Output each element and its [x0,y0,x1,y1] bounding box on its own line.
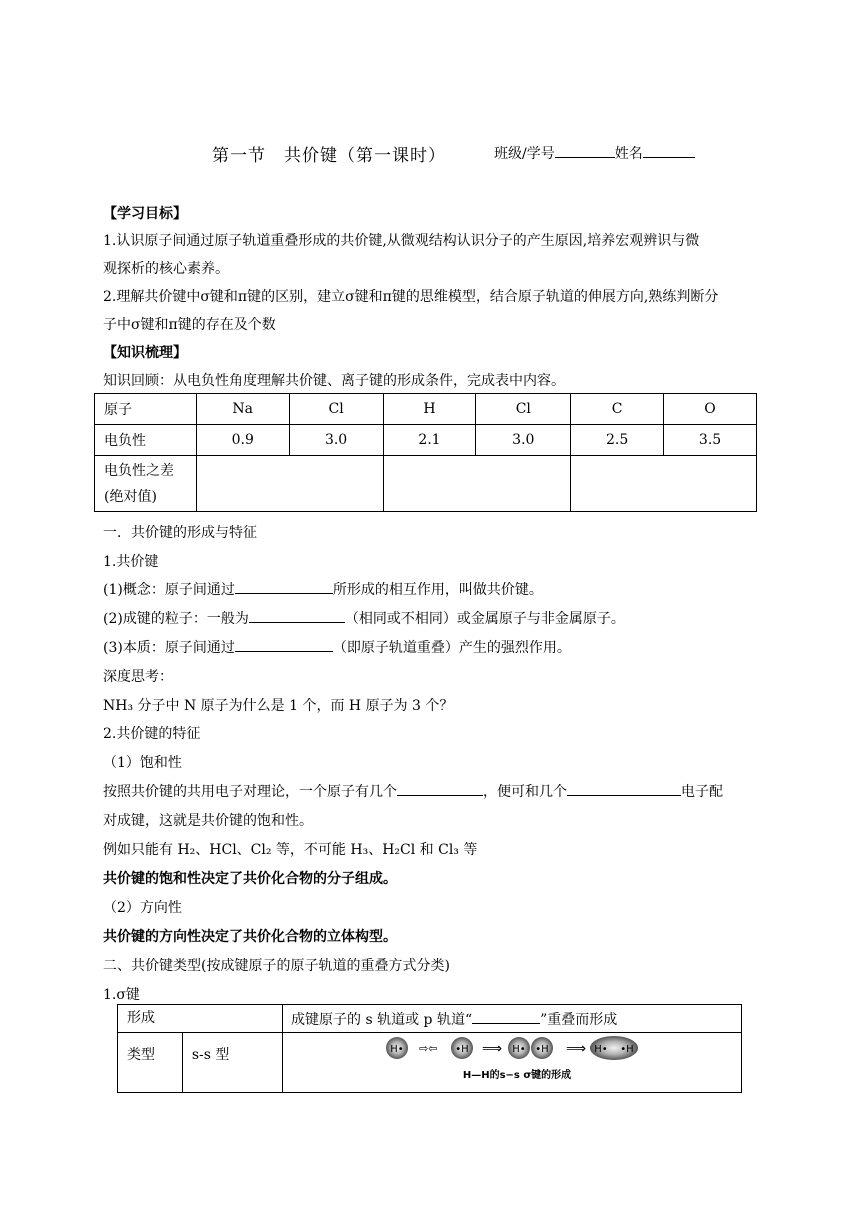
approach-arrows-icon: ⇨⇦ [419,1042,438,1055]
objective-2-line1: 2.理解共价键中σ键和π键的区别，建立σ键和π键的思维模型，结合原子轨道的伸展方向,熟练判断分 [103,289,719,305]
name-blank[interactable] [643,143,695,158]
essence-line [103,637,571,657]
electronegativity-table [94,393,757,512]
name-label: 姓名 [614,146,643,162]
right-arrow-icon: ⟹ [482,1041,503,1057]
essence-text-a: (3)本质：原子间通过 [103,640,235,656]
particles-line [103,608,625,628]
table-row [95,425,757,456]
saturation-heading: （1）饱和性 [103,755,182,771]
answer-cell-c-o[interactable] [571,456,757,512]
h-atom-label: •H [455,1044,469,1055]
formation-text-a: 成键原子的 s 轨道或 p 轨道“ [291,1011,473,1028]
class-id-blank[interactable] [555,143,615,158]
concept-text-a: (1)概念：原子间通过 [103,582,235,598]
class-id-field [494,143,695,163]
sigma-heading: 1.σ键 [103,987,140,1003]
knowledge-heading: 【知识梳理】 [103,345,187,361]
table-cell: Cl [476,394,571,425]
direction-heading: （2）方向性 [103,900,182,916]
section1-sub2: 2.共价键的特征 [103,726,201,742]
ss-figure-cell [283,1033,742,1093]
essence-text-b: （即原子轨道重叠）产生的强烈作用。 [332,640,571,656]
answer-cell-h-cl[interactable] [383,456,571,512]
table-cell: 0.9 [196,425,289,456]
objectives-heading: 【学习目标】 [103,206,187,222]
class-id-label: 班级/学号 [494,146,555,162]
ss-type-label: s-s 型 [182,1033,282,1093]
concept-text-b: 所形成的相互作用，叫做共价键。 [332,582,543,598]
table-row [95,456,757,512]
h-atom-label: •H [620,1044,634,1055]
table-cell: Cl [289,394,383,425]
table-cell: 电负性 [95,425,197,456]
saturation-line1 [103,781,723,801]
particles-text-b: （相同或不相同）或金属原子与非金属原子。 [344,611,625,627]
sigma-bond-table [117,1004,742,1093]
concept-blank[interactable] [235,579,333,594]
formation-blank[interactable] [472,1009,540,1024]
table-cell: 3.0 [476,425,571,456]
h-atom-label: H• [390,1044,404,1055]
think-label: 深度思考： [103,669,173,685]
direction-conclusion: 共价键的方向性决定了共价化合物的立体构型。 [103,929,397,945]
table-cell: 3.5 [664,425,757,456]
section1-sub1: 1.共价键 [103,554,159,570]
table-cell: 2.5 [571,425,664,456]
knowledge-review: 知识回顾：从电负性角度理解共价键、离子键的形成条件，完成表中内容。 [103,373,565,389]
page-title: 第一节 共价键（第一课时） [212,146,446,166]
table-row [118,1005,742,1033]
objective-1-line2: 观探析的核心素养。 [103,261,229,277]
saturation-line2: 对成键，这就是共价键的饱和性。 [103,813,313,829]
think-question: NH₃ 分子中 N 原子为什么是 1 个，而 H 原子为 3 个？ [103,698,454,714]
saturation-blank-1[interactable] [397,781,483,796]
type-label: 类型 [118,1033,183,1093]
objective-2-line2: 子中σ键和π键的存在及个数 [103,317,276,333]
h-atom-label: H• [594,1044,608,1055]
table-cell: H [383,394,476,425]
table-cell: 3.0 [289,425,383,456]
h-atom-label: H• [512,1044,526,1055]
table-cell: C [571,394,664,425]
difference-label-line1: 电负性之差 [104,462,174,479]
saturation-conclusion: 共价键的饱和性决定了共价化合物的分子组成。 [103,871,397,887]
saturation-blank-2[interactable] [567,781,681,796]
ss-sigma-figure [283,1033,741,1092]
section2-heading: 二、共价键类型(按成键原子的原子轨道的重叠方式分类) [103,958,450,974]
saturation-text-b: ，便可和几个 [483,784,567,800]
difference-label-line2: (绝对值) [104,488,157,505]
answer-cell-na-cl[interactable] [196,456,383,512]
table-cell: Na [196,394,289,425]
particles-blank[interactable] [249,608,345,623]
table-cell: 原子 [95,394,197,425]
formation-label: 形成 [118,1005,283,1033]
objective-1-line1: 1.认识原子间通过原子轨道重叠形成的共价键,从微观结构认识分子的产生原因,培养宏观辨识与微 [103,233,700,249]
right-arrow-icon: ⟹ [566,1041,587,1057]
table-row [95,394,757,425]
concept-line [103,579,543,599]
table-cell: O [664,394,757,425]
section1-heading: 一．共价键的形成与特征 [103,525,257,541]
table-row [118,1033,742,1093]
formation-cell [283,1005,742,1033]
saturation-text-c: 电子配 [681,784,723,800]
particles-text-a: (2)成键的粒子：一般为 [103,611,249,627]
table-cell: 2.1 [383,425,476,456]
figure-caption: H—H的s−s σ键的形成 [462,1070,572,1081]
difference-label-cell [95,456,197,512]
saturation-example: 例如只能有 H₂、HCl、Cl₂ 等，不可能 H₃、H₂Cl 和 Cl₃ 等 [103,842,478,858]
formation-text-b: ”重叠而形成 [540,1011,618,1028]
saturation-text-a: 按照共价键的共用电子对理论，一个原子有几个 [103,784,397,800]
h-atom-label: •H [535,1044,549,1055]
essence-blank[interactable] [235,637,333,652]
